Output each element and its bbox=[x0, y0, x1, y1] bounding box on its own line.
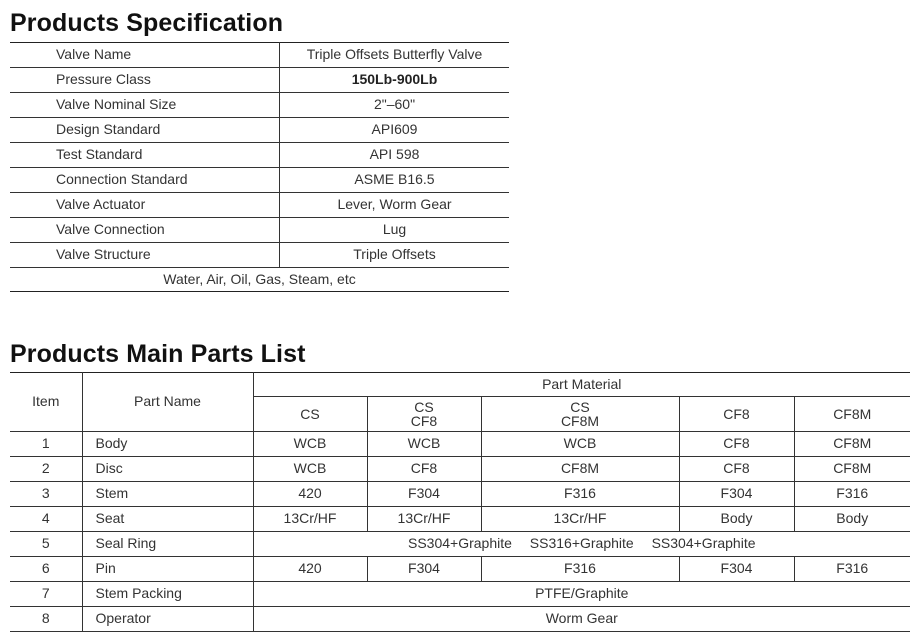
spec-label: Connection Standard bbox=[10, 168, 280, 193]
material-cell: WCB bbox=[367, 432, 481, 457]
spec-value: Triple Offsets Butterfly Valve bbox=[280, 43, 510, 68]
part-name-cell: Seal Ring bbox=[82, 532, 253, 557]
material-cell: F304 bbox=[679, 557, 794, 582]
item-cell: 6 bbox=[10, 557, 82, 582]
material-cell: WCB bbox=[253, 457, 367, 482]
spec-label: Valve Actuator bbox=[10, 193, 280, 218]
material-header: CS CF8 bbox=[367, 397, 481, 432]
part-name-cell: Body bbox=[82, 432, 253, 457]
material-cell: F304 bbox=[367, 557, 481, 582]
spec-media: Water, Air, Oil, Gas, Steam, etc bbox=[163, 270, 356, 287]
part-name-header: Part Name bbox=[82, 373, 253, 432]
spec-value: API609 bbox=[280, 118, 510, 143]
spec-row bbox=[10, 193, 509, 218]
material-cell: Worm Gear bbox=[253, 607, 910, 632]
material-cell: CF8 bbox=[679, 457, 794, 482]
material-cell: F316 bbox=[481, 557, 679, 582]
material-cell: CF8M bbox=[794, 432, 910, 457]
spec-value: 2"–60" bbox=[280, 93, 510, 118]
spec-row bbox=[10, 93, 509, 118]
material-cell: Body bbox=[679, 507, 794, 532]
part-name-cell: Disc bbox=[82, 457, 253, 482]
spec-row bbox=[10, 68, 509, 93]
material-value: SS316+Graphite bbox=[529, 535, 634, 552]
part-name-cell: Operator bbox=[82, 607, 253, 632]
material-cell: F316 bbox=[481, 482, 679, 507]
material-cell: CF8 bbox=[679, 432, 794, 457]
material-cell: 13Cr/HF bbox=[481, 507, 679, 532]
table-row bbox=[10, 532, 910, 557]
spec-label: Valve Connection bbox=[10, 218, 280, 243]
spec-row bbox=[10, 218, 509, 243]
material-cell: 420 bbox=[253, 482, 367, 507]
material-cell: CF8M bbox=[794, 457, 910, 482]
material-header: CF8M bbox=[794, 397, 910, 432]
spec-value: Lever, Worm Gear bbox=[280, 193, 510, 218]
parts-title: Products Main Parts List bbox=[10, 340, 306, 368]
parts-header-row bbox=[10, 373, 910, 397]
material-header: CS bbox=[253, 397, 367, 432]
table-row bbox=[10, 557, 910, 582]
material-value: SS304+Graphite bbox=[408, 535, 512, 552]
item-cell: 1 bbox=[10, 432, 82, 457]
table-row bbox=[10, 507, 910, 532]
spec-value: Triple Offsets bbox=[280, 243, 510, 268]
spec-table bbox=[10, 42, 509, 292]
spec-label: Test Standard bbox=[10, 143, 280, 168]
parts-table bbox=[10, 372, 910, 632]
spec-label: Valve Nominal Size bbox=[10, 93, 280, 118]
material-header: CF8 bbox=[679, 397, 794, 432]
spec-row bbox=[10, 143, 509, 168]
material-cell: 420 bbox=[253, 557, 367, 582]
material-header: CS CF8M bbox=[481, 397, 679, 432]
material-cell: F304 bbox=[679, 482, 794, 507]
material-cell: CF8M bbox=[481, 457, 679, 482]
material-cell: WCB bbox=[253, 432, 367, 457]
material-cell: Body bbox=[794, 507, 910, 532]
table-row bbox=[10, 482, 910, 507]
material-cell: 13Cr/HF bbox=[367, 507, 481, 532]
spec-row bbox=[10, 43, 509, 68]
part-name-cell: Seat bbox=[82, 507, 253, 532]
item-cell: 3 bbox=[10, 482, 82, 507]
part-name-cell: Stem bbox=[82, 482, 253, 507]
spec-row bbox=[10, 118, 509, 143]
spec-label: Design Standard bbox=[10, 118, 280, 143]
material-cell: CF8 bbox=[367, 457, 481, 482]
seal-ring-materials bbox=[253, 532, 910, 557]
item-cell: 8 bbox=[10, 607, 82, 632]
table-row bbox=[10, 432, 910, 457]
material-cell: F304 bbox=[367, 482, 481, 507]
spec-label: Valve Name bbox=[10, 43, 280, 68]
item-cell: 2 bbox=[10, 457, 82, 482]
item-cell: 4 bbox=[10, 507, 82, 532]
spec-label: Valve Structure bbox=[10, 243, 280, 268]
item-cell: 7 bbox=[10, 582, 82, 607]
table-row bbox=[10, 607, 910, 632]
material-cell: WCB bbox=[481, 432, 679, 457]
spec-label: Pressure Class bbox=[10, 68, 280, 93]
part-name-cell: Pin bbox=[82, 557, 253, 582]
spec-value: API 598 bbox=[280, 143, 510, 168]
item-header: Item bbox=[10, 373, 82, 432]
item-cell: 5 bbox=[10, 532, 82, 557]
spec-title: Products Specification bbox=[10, 9, 284, 37]
spec-media-row bbox=[10, 268, 509, 292]
material-cell: 13Cr/HF bbox=[253, 507, 367, 532]
part-name-cell: Stem Packing bbox=[82, 582, 253, 607]
material-cell: F316 bbox=[794, 557, 910, 582]
table-row bbox=[10, 582, 910, 607]
spec-row bbox=[10, 243, 509, 268]
table-row bbox=[10, 457, 910, 482]
material-value: SS304+Graphite bbox=[651, 535, 756, 552]
material-cell: PTFE/Graphite bbox=[253, 582, 910, 607]
spec-value: ASME B16.5 bbox=[280, 168, 510, 193]
spec-value: Lug bbox=[280, 218, 510, 243]
part-material-header: Part Material bbox=[253, 373, 910, 397]
spec-row bbox=[10, 168, 509, 193]
spec-value: 150Lb-900Lb bbox=[280, 68, 510, 93]
material-cell: F316 bbox=[794, 482, 910, 507]
